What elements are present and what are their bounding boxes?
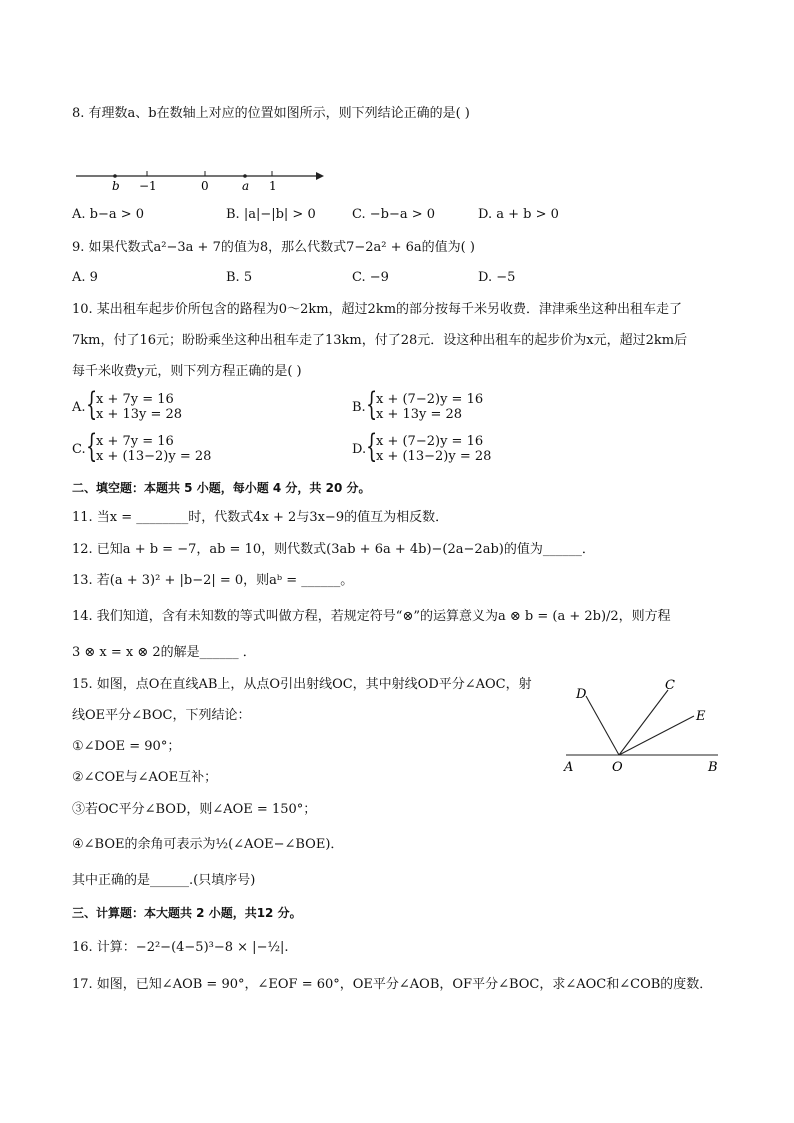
axis-label-0: 0: [201, 179, 209, 193]
q9-stem: 9. 如果代数式a²−3a + 7的值为8，那么代数式7−2a² + 6a的值为( ): [72, 240, 475, 255]
angle-figure: [560, 676, 730, 776]
q15-conclusion-1: ①∠DOE = 90°；: [72, 739, 181, 754]
fig-label-b: B: [708, 760, 718, 775]
q8-option-c: C. −b−a > 0: [352, 207, 436, 222]
fig-label-e: E: [696, 709, 706, 724]
axis-label-neg1: −1: [139, 179, 157, 193]
q15-conclusion-3: ③若OC平分∠BOD，则∠AOE = 150°；: [72, 802, 317, 817]
q9-option-d: D. −5: [478, 270, 516, 285]
axis-label-a: a: [242, 179, 250, 193]
fig-label-c: C: [665, 678, 675, 693]
q8-stem: 8. 有理数a、b在数轴上对应的位置如图所示，则下列结论正确的是( ): [72, 106, 470, 121]
section3-heading: 三、计算题：本大题共 2 小题，共12 分。: [72, 906, 302, 920]
q15-line1: 15. 如图，点O在直线AB上，从点O引出射线OC，其中射线OD平分∠AOC，射: [72, 677, 532, 692]
q9-option-b: B. 5: [226, 270, 253, 285]
axis-label-1: 1: [269, 179, 277, 193]
q17: 17. 如图，已知∠AOB = 90°，∠EOF = 60°，OE平分∠AOB，OF平分∠BOC，求∠AOC和∠COB的度数．: [72, 977, 713, 992]
q9-option-c: C. −9: [352, 270, 389, 285]
q15-conclusion-2: ②∠COE与∠AOE互补；: [72, 770, 218, 785]
q8-option-d: D. a + b > 0: [478, 207, 559, 222]
q14-line2: 3 ⊗ x = x ⊗ 2的解是______ ．: [72, 645, 256, 660]
q10-line1: 10. 某出租车起步价所包含的路程为0～2km，超过2km的部分按每千米另收费．津津乘坐这种出租车走了: [72, 302, 683, 317]
q15-line2: 线OE平分∠BOC，下列结论：: [72, 708, 251, 723]
number-line-figure: [72, 160, 332, 196]
q15-answer: 其中正确的是______.(只填序号): [72, 873, 256, 888]
section2-heading: 二、填空题：本题共 5 小题，每小题 4 分，共 20 分。: [72, 481, 371, 495]
q10-line2: 7km，付了16元；盼盼乘坐这种出租车走了13km，付了28元．设这种出租车的起步价为x元，超过2km后: [72, 333, 688, 348]
q15-conclusion-4: ④∠BOE的余角可表示为½(∠AOE−∠BOE)．: [72, 837, 344, 852]
q14-line1: 14. 我们知道，含有未知数的等式叫做方程，若规定符号“⊗”的运算意义为a ⊗ b = (a + 2b)/2，则方程: [72, 609, 671, 624]
q16: 16. 计算：−2²−(4−5)³−8 × |−½|.: [72, 940, 289, 955]
q10-line3: 每千米收费y元，则下列方程正确的是( ): [72, 364, 302, 379]
q9-option-a: A. 9: [72, 270, 98, 285]
axis-label-b: b: [112, 179, 120, 193]
q8-option-a: A. b−a > 0: [72, 207, 145, 222]
fig-label-a: A: [564, 760, 574, 775]
q13: 13. 若(a + 3)² + |b−2| = 0，则aᵇ = ______。: [72, 573, 354, 588]
q11: 11. 当x = ________时，代数式4x + 2与3x−9的值互为相反数．: [72, 510, 449, 525]
fig-label-d: D: [576, 687, 587, 702]
fig-label-o: O: [612, 760, 623, 775]
q12: 12. 已知a + b = −7，ab = 10，则代数式(3ab + 6a + 4b)−(2a−2ab)的值为______．: [72, 542, 595, 557]
q8-option-b: B. |a|−|b| > 0: [226, 207, 316, 222]
